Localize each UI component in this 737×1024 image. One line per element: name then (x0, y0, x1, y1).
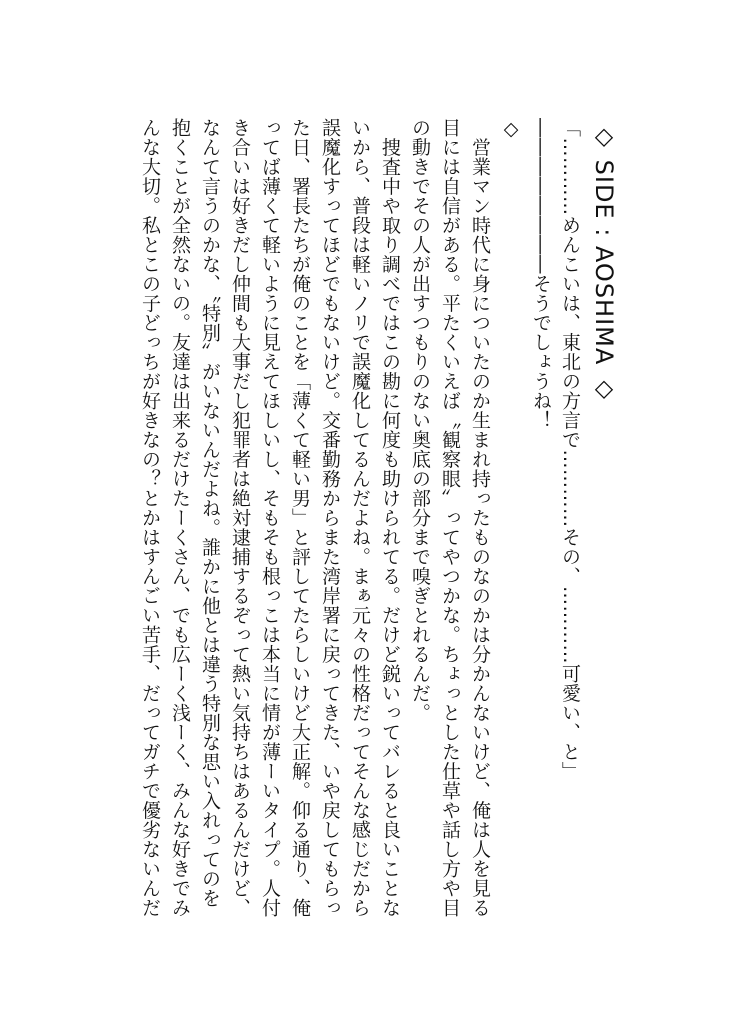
text-line-13: なんて言うのかな、〝特別〟がいないんだよね。誰かに他とは違う特別な思い入れってのを (199, 118, 221, 908)
text-line-4: 営業マン時代に身についたのか生まれ持ったものなのかは分かんないけど、俺は人を見る (469, 118, 491, 918)
text-line-2: ――――――――そうでしょうね！ (530, 118, 552, 430)
text-line-15: んな大切。私とこの子どっちが好きなの？とかはすんごい苦手、だってガチで優劣ないんだ (139, 118, 161, 918)
text-line-10: た日、署長たちが俺のことを「薄くて軽い男」と評してたらしいけど大正解。仰る通り、俺 (289, 118, 311, 918)
text-line-8: いから、普段は軽いノリで誤魔化してるんだよね。まぁ元々の性格だってそんな感じだから (349, 118, 371, 918)
text-line-6: の動きでその人が出すつもりのない奥底の部分まで嗅ぎとれるんだ。 (409, 118, 431, 723)
section-heading: ◇ SIDE : AOSHIMA ◇ (590, 122, 618, 403)
text-line-1: 「…………めんこいは、東北の方言で…………その、…………可愛い、と」 (559, 118, 581, 781)
section-break-marker: ◇ (500, 118, 522, 141)
text-line-12: き合いは好きだし仲間も大事だし犯罪者は絶対逮捕するぞって熱い気持ちはあるんだけど、 (229, 118, 251, 918)
text-line-5: 目には自信がある。平たくいえば〝観察眼〟ってやつかな。ちょっとした仕草や話し方や目 (439, 118, 461, 918)
text-line-9: 誤魔化すってほどでもないけど。交番勤務からまた湾岸署に戻ってきた、いや戻してもらっ (319, 118, 341, 918)
text-line-14: 抱くことが全然ないの。友達は出来るだけたーくさん、でも広ーく浅ーく、みんな好きでみ (169, 118, 191, 918)
text-line-7: 捜査中や取り調べではこの勘に何度も助けられてる。だけど鋭いってバレると良いことな (379, 118, 401, 918)
text-line-11: ってば薄くて軽いように見えてほしいし、そもそも根っこは本当に情が薄ーいタイプ。人付 (259, 118, 281, 918)
